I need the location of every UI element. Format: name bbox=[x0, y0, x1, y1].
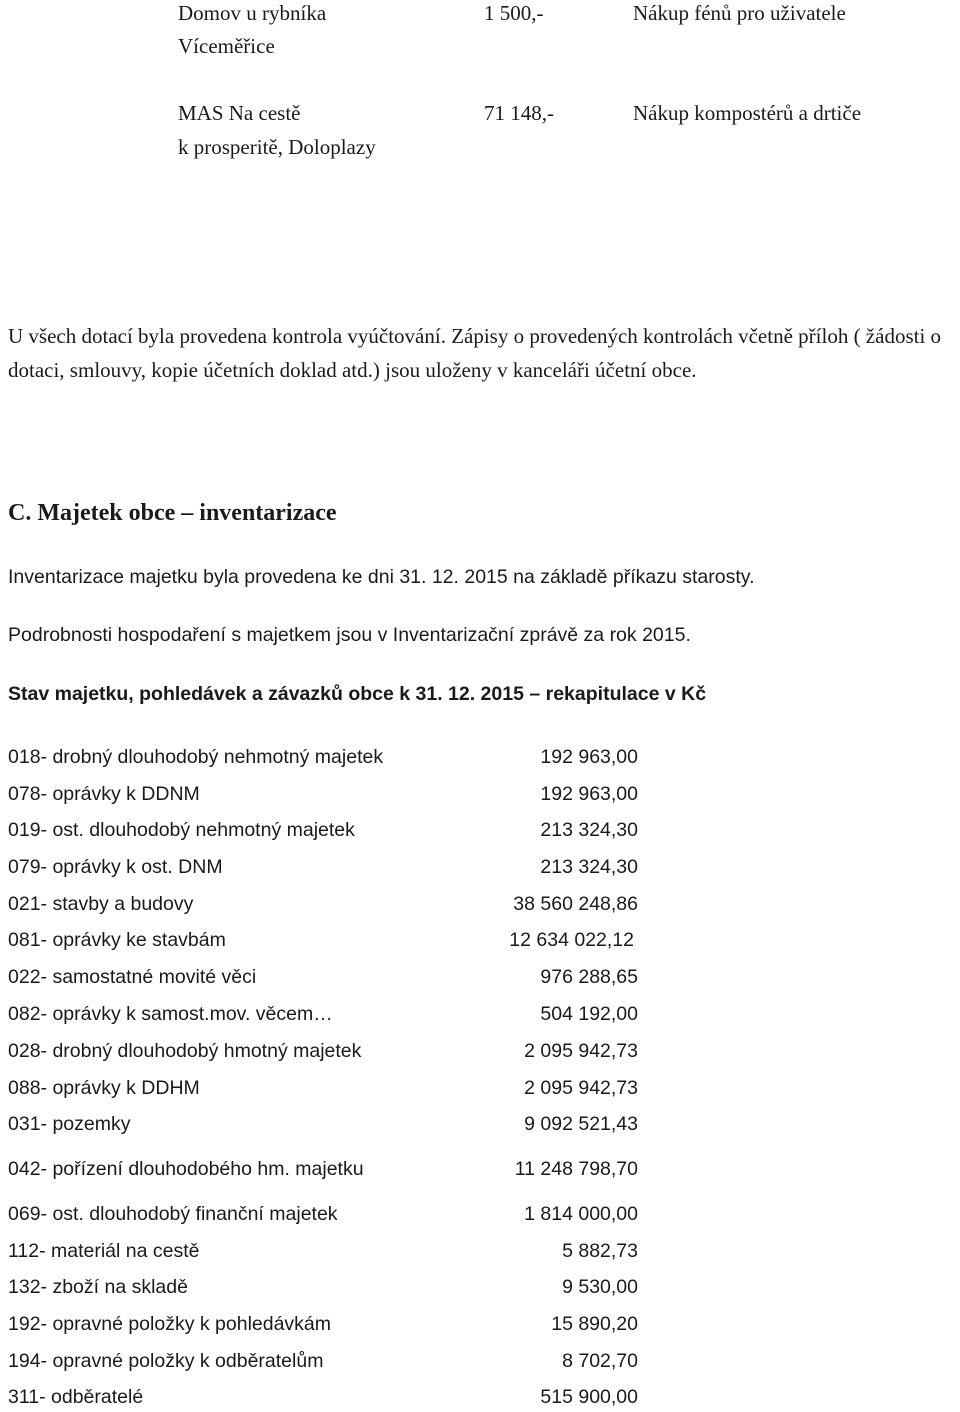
asset-value: 38 560 248,86 bbox=[513, 893, 638, 915]
asset-value: 2 095 942,73 bbox=[524, 1040, 638, 1062]
grant-recipient-line: Víceměřice bbox=[178, 34, 275, 58]
table-row bbox=[8, 743, 638, 771]
asset-label: 019- ost. dlouhodobý nehmotný majetek bbox=[8, 819, 355, 841]
table-row bbox=[8, 1383, 638, 1411]
inventory-date-line: Inventarizace majetku byla provedena ke dni 31. 12. 2015 na základě příkazu starosty. bbox=[8, 566, 755, 588]
asset-label: 042- pořízení dlouhodobého hm. majetku bbox=[8, 1158, 364, 1180]
asset-value: 976 288,65 bbox=[540, 966, 638, 988]
asset-label: 022- samostatné movité věci bbox=[8, 966, 257, 988]
grant-recipient-line: Domov u rybníka bbox=[178, 1, 327, 25]
asset-label: 088- oprávky k DDHM bbox=[8, 1077, 200, 1099]
grant-purpose: Nákup kompostérů a drtiče bbox=[633, 101, 862, 125]
table-row bbox=[8, 926, 638, 954]
asset-value: 9 530,00 bbox=[562, 1276, 638, 1298]
asset-label: 018- drobný dlouhodobý nehmotný majetek bbox=[8, 746, 384, 768]
grant-purpose: Nákup fénů pro uživatele bbox=[633, 1, 846, 25]
asset-label: 021- stavby a budovy bbox=[8, 893, 194, 915]
asset-value: 5 882,73 bbox=[562, 1240, 638, 1262]
asset-value: 192 963,00 bbox=[540, 783, 638, 805]
asset-value: 1 814 000,00 bbox=[524, 1203, 638, 1225]
table-row bbox=[8, 853, 638, 881]
asset-label: 081- oprávky ke stavbám bbox=[8, 929, 226, 951]
table-row bbox=[8, 1347, 638, 1375]
table-row bbox=[8, 1273, 638, 1301]
asset-label: 192- opravné položky k pohledávkám bbox=[8, 1313, 332, 1335]
asset-label: 028- drobný dlouhodobý hmotný majetek bbox=[8, 1040, 362, 1062]
asset-value: 213 324,30 bbox=[540, 819, 638, 841]
asset-label: 132- zboží na skladě bbox=[8, 1276, 188, 1298]
table-row bbox=[8, 1200, 638, 1228]
section-heading: C. Majetek obce – inventarizace bbox=[8, 500, 337, 526]
table-row bbox=[8, 1000, 638, 1028]
asset-value: 2 095 942,73 bbox=[524, 1077, 638, 1099]
table-row bbox=[8, 1037, 638, 1065]
asset-label: 079- oprávky k ost. DNM bbox=[8, 856, 223, 878]
table-row bbox=[8, 890, 638, 918]
grant-recipient-line: k prosperitě, Doloplazy bbox=[178, 135, 376, 159]
summary-title: Stav majetku, pohledávek a závazků obce k 31. 12. 2015 – rekapitulace v Kč bbox=[8, 683, 707, 705]
grant-recipient-line: MAS Na cestě bbox=[178, 101, 301, 125]
asset-value: 11 248 798,70 bbox=[514, 1158, 638, 1180]
asset-label: 311- odběratelé bbox=[8, 1386, 144, 1408]
table-row bbox=[8, 816, 638, 844]
asset-label: 194- opravné položky k odběratelům bbox=[8, 1350, 324, 1372]
grant-amount: 1 500,- bbox=[484, 1, 544, 25]
asset-value: 9 092 521,43 bbox=[524, 1113, 638, 1135]
asset-value: 515 900,00 bbox=[540, 1386, 638, 1408]
asset-label: 069- ost. dlouhodobý finanční majetek bbox=[8, 1203, 338, 1225]
asset-label: 112- materiál na cestě bbox=[8, 1240, 200, 1262]
asset-value: 192 963,00 bbox=[540, 746, 638, 768]
table-row bbox=[8, 1155, 638, 1183]
table-row bbox=[8, 1110, 638, 1138]
grant-amount: 71 148,- bbox=[484, 101, 554, 125]
asset-label: 031- pozemky bbox=[8, 1113, 131, 1135]
table-row bbox=[8, 780, 638, 808]
table-row bbox=[8, 1310, 638, 1338]
asset-label: 082- oprávky k samost.mov. věcem… bbox=[8, 1003, 333, 1025]
table-row bbox=[8, 1237, 638, 1265]
asset-value: 8 702,70 bbox=[562, 1350, 638, 1372]
control-paragraph: U všech dotací byla provedena kontrola vyúčtování. Zápisy o provedených kontrolách včetně příloh ( žádosti o dotaci, smlouvy, kopie účetních doklad atd.) jsou uloženy v kanceláři účetní obce. bbox=[8, 324, 942, 382]
inventory-report-line: Podrobnosti hospodaření s majetkem jsou v Inventarizační zprávě za rok 2015. bbox=[8, 624, 691, 646]
asset-value: 12 634 022,12 bbox=[509, 929, 634, 951]
asset-value: 504 192,00 bbox=[540, 1003, 638, 1025]
asset-value: 15 890,20 bbox=[551, 1313, 638, 1335]
asset-value: 213 324,30 bbox=[540, 856, 638, 878]
asset-label: 078- oprávky k DDNM bbox=[8, 783, 200, 805]
table-row bbox=[8, 963, 638, 991]
table-row bbox=[8, 1074, 638, 1102]
